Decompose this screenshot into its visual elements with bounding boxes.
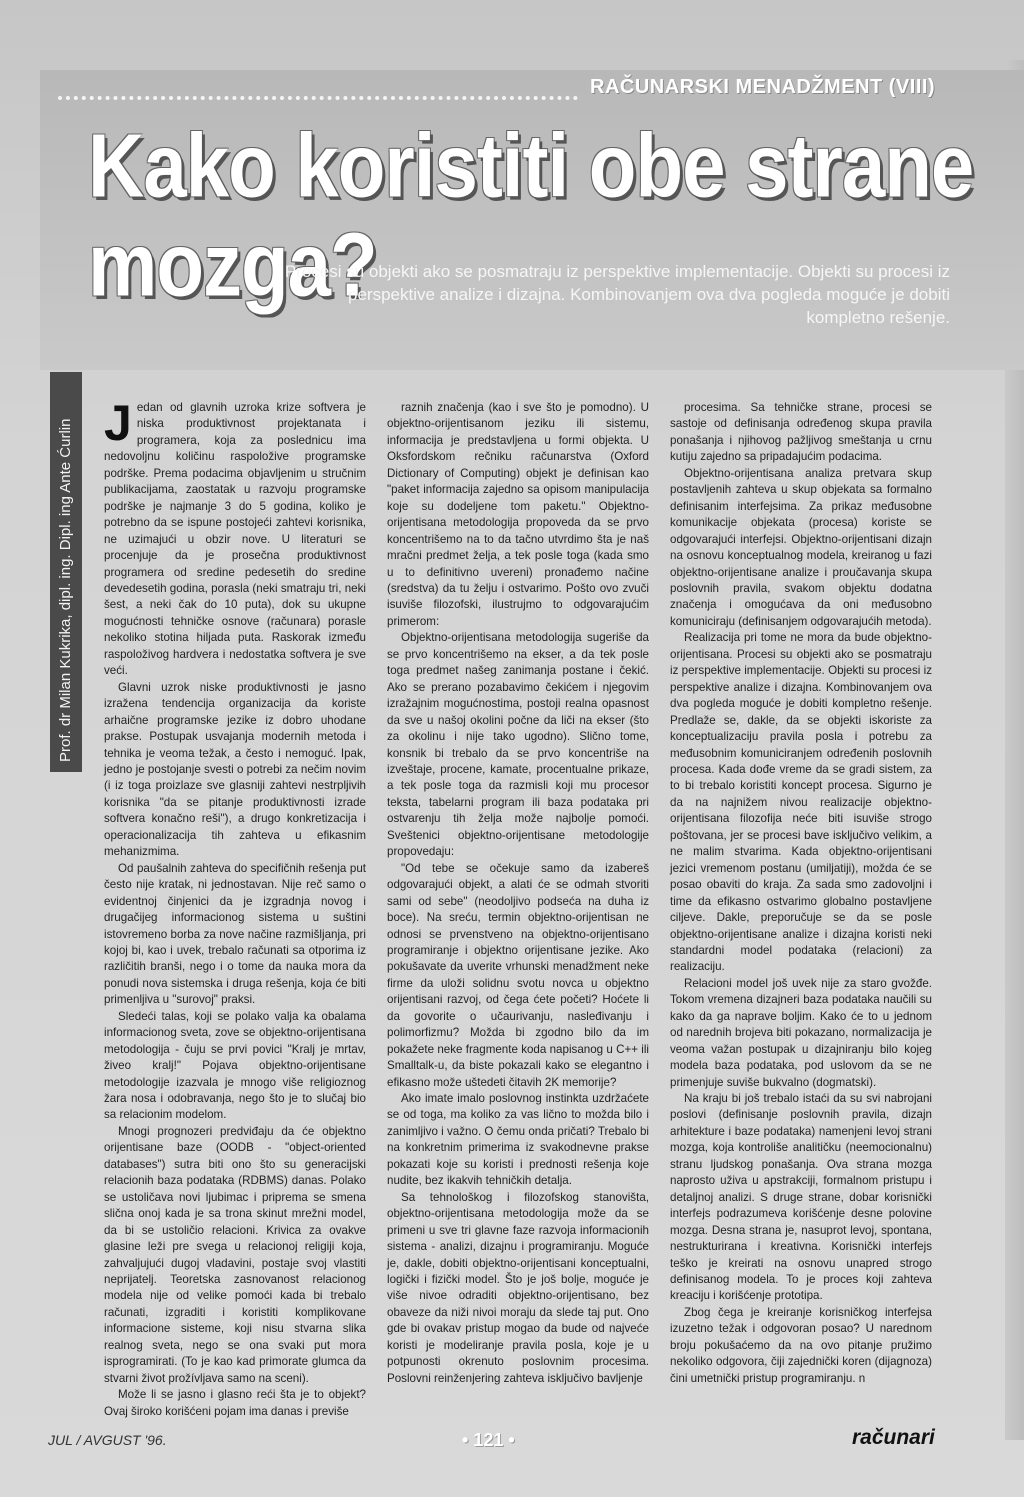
paragraph: raznih značenja (kao i sve što je pomodno). U objektno-orijentisanom jeziku ili sistemu, informacija je predstavljena u formi objekta. U Oksfordskom rečniku računarstva (Oxford Dictionary of Computing) objekt je definisan kao "paket informacija zajedno sa opisom manipulacija koje su dodeljene tom paketu." Objektno-orijentisana metodologija propoveda da se prvo koncentrišemo na to da tačno utvrdimo šta je naš mračni predmet želja, a tek posle toga (kada smo u to definitivno uvereni) pronađemo načine (sredstva) da tu želju i ostvarimo. Pošto ovo zvuči isuviše filozofski, ilustrujmo to odgovarajućim primerom: xyxy=(387,401,649,628)
paragraph: Jedan od glavnih uzroka krize softvera je niska produktivnost projektanata i programera, koja za poslednicu ima nedovoljnu količinu raspoložive programske podrške. Prema podacima objavljenim u stručnim publikacijama, zaostatak u razvoju programske podrške je najmanje 3 do 5 godina, koliko je potrebno da se ispune postojeći zahtevi korisnika, ne uzimajući u obzir nove. U literaturi se procenjuje da je prosečna produktivnost programera od sredine pedesetih do sredine devedesetih godina, porasla (neki smatraju tri, neki šest, a neki čak do 10 puta), dok su ukupne mogućnosti tehničke osnove (računara) porasle nekoliko stotina hiljada puta. Raskorak između raspoloživog hardvera i nedostatka softvera je sve veći. xyxy=(104,395,366,678)
drop-cap: J xyxy=(104,395,132,451)
lede: Procesi su objekti ako se posmatraju iz perspektive implementacije. Objekti su procesi iz perspektive analize i dizajna. Kombinovanjem ova dva pogleda moguće je dobiti kompletno rešenje. xyxy=(284,262,950,327)
paragraph: Ako imate imalo poslovnog instinkta uzdržaćete se od toga, ma koliko za vas lično to možda bilo i zanimljivo i važno. O čemu onda pričati? Trebalo bi na konkretnim primerima iz svakodnevne prakse pokazati koje su koristi i prednosti rešenja koje nudite, bez ikakvih tehničkih detalja. xyxy=(387,1092,649,1188)
section-label: RAČUNARSKI MENADŽMENT (VIII) xyxy=(590,76,936,98)
paragraph: Glavni uzrok niske produktivnosti je jasno izražena tendencija organizacija da koriste arhaične programske jezike iz dobro uhodane prakse. Postupak usvajanja modernih metoda i tehnika je veoma težak, a često i nemoguć. Ipak, jedno je postojanje svesti o potrebi za nečim novim (i iz toga proizlaze sve glasniji zahtevi nestrpljivih korisnika "da se pitanje produktivnosti izrade softvera konačno reši"), a drugo konkretizacija i operacionalizacija tih zahteva u efikasnim mehanizmima. xyxy=(104,680,366,859)
page-number: • 121 • xyxy=(462,1430,515,1450)
paragraph: Relacioni model još uvek nije za staro gvožđe. Tokom vremena dizajneri baza podataka naučili su kako da ga naprave boljim. Kako će to u jednom od narednih brojeva biti pokazano, normalizacija je veoma važan postupak u dizajniranju bilo kojeg modela baza podataka, pod uslovom da se ne primenjuje suviše bukvalno (dogmatski). xyxy=(670,976,932,1089)
paragraph: "Od tebe se očekuje samo da izabereš odgovarajući objekt, a alati će se odmah stvoriti sami od sebe" (neodoljivo podseća na duha iz boce). Na sreću, termin objektno-orijentisan ne odnosi se prvenstveno na objektno-orijentisano programiranje i objektno orijentisane jezike. Ako pokušavate da uverite vrhunski menadžment neke firme da uloži solidnu svotu novca u objektno orijentisani razvoj, od čega ćete početi? Hoćete li da govorite o učaurivanju, nasleđivanju i polimorfizmu? Možda bi zgodno bilo da im pokažete neke fragmente koda napisanog u C++ ili Smalltalk-u, da biste pokazali kako se elegantno i efikasno može uštedeti čitavih 2K memorije? xyxy=(387,861,649,1089)
paragraph: Mnogi prognozeri predviđaju da će objektno orijentisane baze (OODB - "object-oriented databases") sutra biti ono što su generacijski relacionih baza podataka (RDBMS) danas. Polako se ustoličava novi ljubimac i priprema se smena slična onoj kada je sa trona skinut mrežni model, da bi se ustoličio relacioni. Krivica za ovakve glasine leži pre svega u relacionoj religiji koja, zahvaljujući dugoj vladavini, postaje svoj vlastiti neprijatelj. Teoretska zasnovanost relacionog modela nije od velike pomoći kada bi trebalo računati, izgraditi i koristiti komplikovane informacione sisteme, koji nisu stvarna slika realnog sveta, nego se ona svaki put mora isprogramirati. (To je kao kad primorate glumca da stvarni život prožívljava samo na sceni). xyxy=(104,1124,366,1385)
dotted-rule xyxy=(58,86,578,100)
paragraph: Zbog čega je kreiranje korisničkog interfejsa izuzetno težak i odgovoran posao? U narednom broju pokušaćemo da na ovo pitanje pružimo nekoliko odgovora, čiji zajednički koren (dijagnoza) čini umetnički pristup programiranju. n xyxy=(670,1305,932,1385)
magazine-brand: računari xyxy=(852,1426,935,1449)
issue-date: JUL / AVGUST '96. xyxy=(48,1432,167,1448)
paragraph: Realizacija pri tome ne mora da bude objektno-orijentisana. Procesi su objekti ako se posmatraju iz perspektive implementacije. Objekti su procesi iz perspektive analize i dizajna. Kombinovanjem ova dva pogleda moguće je dobiti kompletno rešenje. Predlaže se, dakle, da se objekti iskoriste za konceptualizaciju pravila posla i potrebu za međusobnim komuniciranjem određenih poslovnih procesa. Kada dođe vreme da se gradi sistem, za to bi trebalo koristiti koncept procesa. Sigurno je da na najnižem nivou realizacije objektno-orijentisana filozofija neće biti isuviše strogo poštovana, jer se procesi bave isključivo velikim, a ne malim stvarima. Kada objektno-orijentisani jezici vremenom postanu (umiljatiji), možda će se posao obaviti do kraja. Za sada smo zadovoljni i time da efikasno ostvarimo globalno postavljene ciljeve. Dakle, preporučuje se da se posle objektno-orijentisane analize i dizajna koristi neki standardni model podataka (relacioni) za realizaciju. xyxy=(670,631,932,974)
paragraph: Objektno-orijentisana metodologija sugeriše da se prvo koncentrišemo na ekser, a da tek posle toga predmet našeg zanimanja postane i čekić. Ako se prerano pozabavimo čekićem i njegovim izražajnim mogućnostima, postoji realna opasnost da sve u našoj okolini počne da liči na ekser (što za okolinu i nije tako ugodno). Slično tome, konsnik bi trebalo da se prvo koncentriše na izveštaje, procene, kamate, procentualne prikaze, a tek posle toga da razmisli koji mu procesor teksta, tabelarni program ili baza podataka pri ostvarenju tih želja može najbolje pomoći. Sveštenici objektno-orijentisane metodologije propovedaju: xyxy=(387,631,649,859)
article-column-1 xyxy=(104,395,366,1420)
article-column-2 xyxy=(387,400,649,1387)
paragraph: Može li se jasno i glasno reći šta je to objekt? Ovaj široko korišćeni pojam ima danas i previše xyxy=(104,1388,366,1418)
author-byline: Prof. dr Milan Kukrika, dipl. ing. Dipl. ing Ante Ćurlin xyxy=(57,418,74,762)
paragraph: Na kraju bi još trebalo istaći da su svi nabrojani poslovi (definisanje poslovnih pravila, dizajn arhitekture i baze podataka) namenjeni levoj strani mozga, koja kontroliše analitičku (neemocionalnu) stranu ljudskog ponašanja. Ova strana mozga naprosto uživa u apstrakciji, formalnom pristupu i detaljnoj analizi. S druge strane, dobar korisnički interfejs podrazumeva korišćenje desne polovine mozga. Desna strana je, nasuprot levoj, spontana, nestrukturirana i kreativna. Korisnički interfejs teško je kreirati na osnovu unapred strogo definisanog modela. To je proces koji zahteva kreaciju i korišćenje prototipa. xyxy=(670,1092,932,1303)
paragraph: Od paušalnih zahteva do specifičnih rešenja put često nije kratak, ni jednostavan. Nije reč samo o evidentnoj činjenici da je izgradnja novog i drugačijeg informacionog sistema u suštini istovremeno borba za nove načine razmišljanja, pri kojoj bi, kao i uvek, trebalo računati sa otporima iz različitih branši, nego i o tome da nauka mora da ponudi nova sistemska i druga rešenja, koja će biti primenljiva u "surovoj" praksi. xyxy=(104,861,366,1007)
paragraph: Sa tehnološkog i filozofskog stanovišta, objektno-orijentisana metodologija može da se primeni u sve tri glavne faze razvoja informacionih sistema - analizi, dizajnu i programiranju. Moguće je, dakle, dobiti objektno-orijentisani konceptualni, logički i fizički model. Što je još bolje, moguće je više nivoe odraditi objektno-orijentisano, bez obaveze da niži nivoi moraju da slede taj put. Ono gde bi ovakav pristup mogao da bude od najveće koristi je modeliranje pravila posla, koje je u potpunosti okrenuto poslovnim procesima. Poslovni reinženjering zahteva isključivo bavljenje xyxy=(387,1190,649,1385)
article-column-3 xyxy=(670,400,932,1387)
paragraph: Sledeći talas, koji se polako valja ka obalama informacionog sveta, zove se objektno-orijentisana metodologija - čuju se prvi povici "Kralj je mrtav, živeo kralj!" Pojava objektno-orijentisane metodologije izazvala je mnogo više religioznog žara nosa i odobravanja, nego što je to slučaj bio sa relacionim modelom. xyxy=(104,1009,366,1122)
paragraph: Objektno-orijentisana analiza pretvara skup postavljenih zahteva u skup objekata sa formalno definisanim interfejsima. Za prikaz međusobne komunikacije objekata (procesa) koriste se odgovarajući interfejsi. Objektno-orijentisani dizajn na osnovu konceptualnog modela, kreiranog u fazi objektno-orijentisane analize i proučavanja skupa poslovnih pravila, svakom objektu dodatna značenja i omogućava da oni međusobno komuniciraju (definisanjem odgovarajućih metoda). xyxy=(670,466,932,628)
headline: Kako koristiti obe strane mozga? xyxy=(88,114,974,315)
paragraph: procesima. Sa tehničke strane, procesi se sastoje od definisanja određenog skupa pravila ponašanja i njihovog pažljivog smeštanja u crnu kutiju zajedno sa pripadajućim podacima. xyxy=(670,401,932,464)
